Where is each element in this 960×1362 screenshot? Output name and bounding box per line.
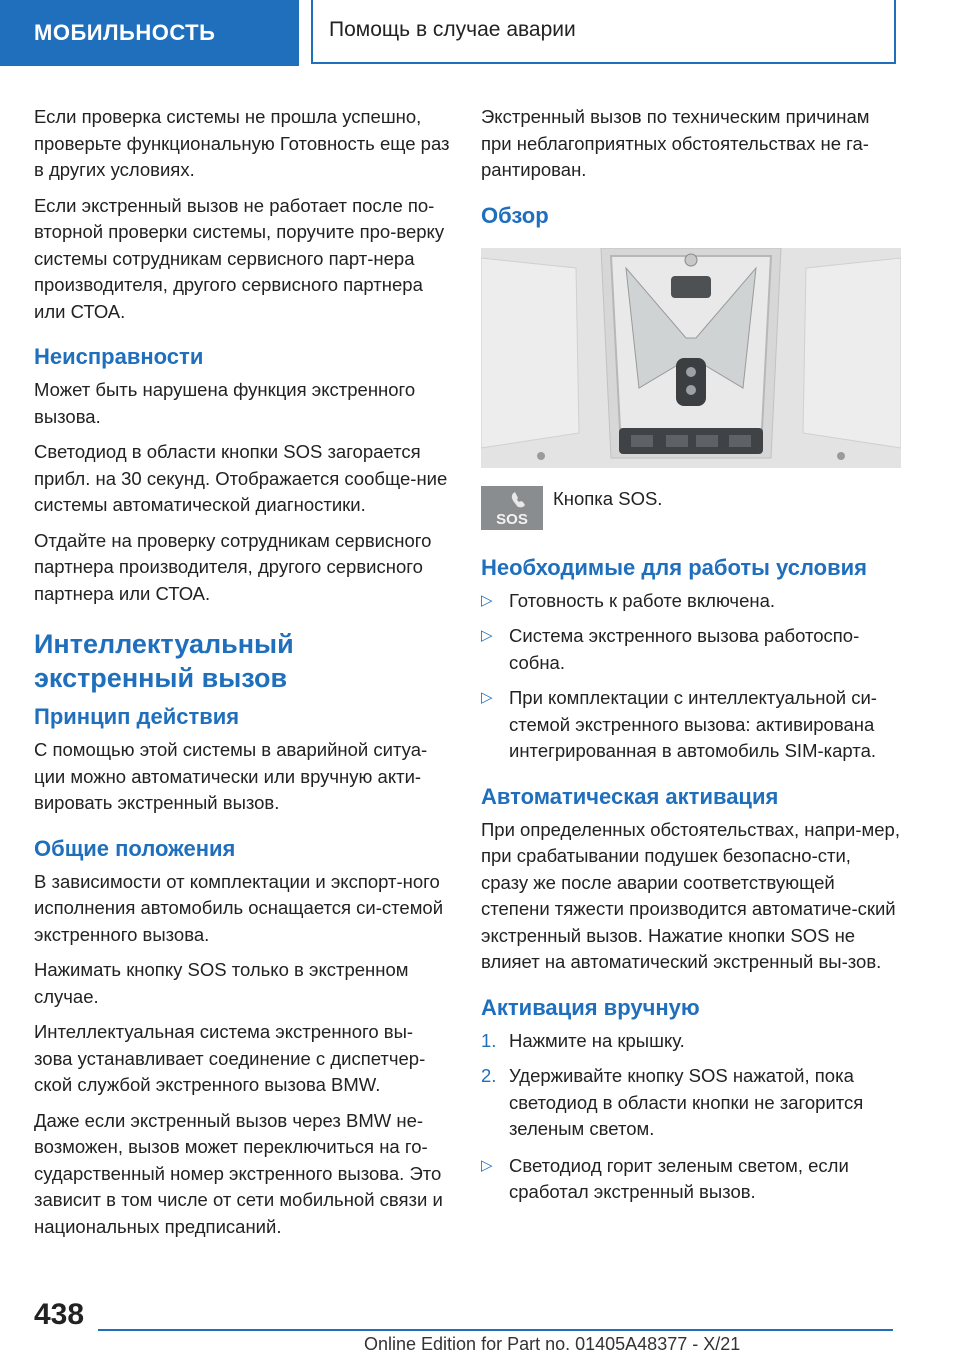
chapter-title: Помощь в случае аварии <box>329 18 576 41</box>
heading-general: Общие положения <box>34 835 236 861</box>
paragraph: Может быть нарушена функция экстренного вызова. <box>34 379 416 427</box>
sos-caption: Кнопка SOS. <box>553 487 663 509</box>
paragraph: Если проверка системы не прошла успешно, проверьте функциональную Готовность еще раз в других условиях. <box>34 106 450 180</box>
triangle-bullet-icon: ▷ <box>481 1156 493 1174</box>
chapter-box <box>311 0 896 64</box>
left-column <box>34 104 450 1249</box>
heading-auto-activation: Автоматическая активация <box>481 783 779 809</box>
overhead-console-photo <box>481 248 901 468</box>
triangle-bullet-icon: ▷ <box>481 627 493 644</box>
phone-icon <box>481 486 543 530</box>
list-item: 1. Нажмите на крышку. <box>481 1028 901 1055</box>
list-item: ▷ Готовность к работе включена. <box>481 588 901 615</box>
sos-caption-row <box>481 486 901 536</box>
paragraph: Даже если экстренный вызов через BMW не-возможен, вызов может переключиться на го-сударственный номер экстренного вызова. Это зависит в том числе от сети мобильной связи и национальных предписаний. <box>34 1109 443 1237</box>
sos-button-icon <box>481 486 543 530</box>
list-item: ▷ Система экстренного вызова работоспо-собна. <box>481 625 860 673</box>
manual-note-list <box>481 1153 901 1206</box>
page-header <box>0 0 960 66</box>
heading-principle: Принцип действия <box>34 704 240 729</box>
step-number: 1. <box>481 1029 497 1051</box>
paragraph: С помощью этой системы в аварийной ситуа-ции можно автоматически или вручную акти-вировать экстренный вызов. <box>34 739 428 813</box>
list-item: ▷ При комплектации с интеллектуальной си-стемой экстренного вызова: активирована интегрированная в автомобиль SIM-карта. <box>481 687 877 761</box>
manual-steps-list <box>481 1028 901 1143</box>
overhead-console-illustration <box>481 248 901 468</box>
footer-divider <box>98 1329 893 1331</box>
heading-conditions: Необходимые для работы условия <box>481 554 867 580</box>
section-label: МОБИЛЬНОСТЬ <box>0 0 299 66</box>
list-item: 2. Удерживайте кнопку SOS нажатой, пока светодиод в области кнопки не загорится зеленым светом. <box>481 1065 864 1139</box>
heading-manual-activation: Активация вручную <box>481 994 700 1020</box>
heading-malfunction: Неисправности <box>34 344 204 369</box>
edition-info: Online Edition for Part no. 01405A48377 - X/21 <box>364 1334 741 1354</box>
paragraph: Интеллектуальная система экстренного вы-зова устанавливает соединение с диспетчер-ской службой экстренного вызова BMW. <box>34 1021 426 1095</box>
list-item: ▷ Светодиод горит зеленым светом, если сработал экстренный вызов. <box>481 1154 849 1202</box>
heading-intelligent-call: Интеллектуальный экстренный вызов <box>34 629 294 693</box>
heading-overview: Обзор <box>481 202 549 228</box>
step-number: 2. <box>481 1065 497 1086</box>
triangle-bullet-icon: ▷ <box>481 689 493 706</box>
paragraph: Отдайте на проверку сотрудникам сервисного партнера производителя, другого сервисного партнера или СТОА. <box>34 529 432 604</box>
conditions-list <box>481 588 901 765</box>
paragraph: Экстренный вызов по техническим причинам при неблагоприятных обстоятельствах не га-рантирован. <box>481 106 870 180</box>
right-column <box>481 104 901 1216</box>
paragraph: При определенных обстоятельствах, напри-мер, при срабатывании подушек безопасно-сти, сразу же после аварии соответствующей степени тяжести производится автоматиче-ский экстренный вызов. Нажатие кнопки SOS не влияет на автоматический экстренный вы-зов. <box>481 818 900 972</box>
paragraph: Если экстренный вызов не работает после по-вторной проверки системы, поручите про-верку системы сотрудникам сервисного парт-нера производителя, другого сервисного партнера или СТОА. <box>34 194 445 322</box>
paragraph: Нажимать кнопку SOS только в экстренном случае. <box>34 959 409 1007</box>
paragraph: Светодиод в области кнопки SOS загорается прибл. на 30 секунд. Отображается сообще-ние системы автоматической диагностики. <box>34 441 448 515</box>
paragraph: В зависимости от комплектации и экспорт-ного исполнения автомобиль оснащается си-стемой экстренного вызова. <box>34 870 444 945</box>
triangle-bullet-icon: ▷ <box>481 591 493 609</box>
sos-icon-text: SOS <box>496 510 528 528</box>
page-number: 438 <box>34 1298 85 1331</box>
